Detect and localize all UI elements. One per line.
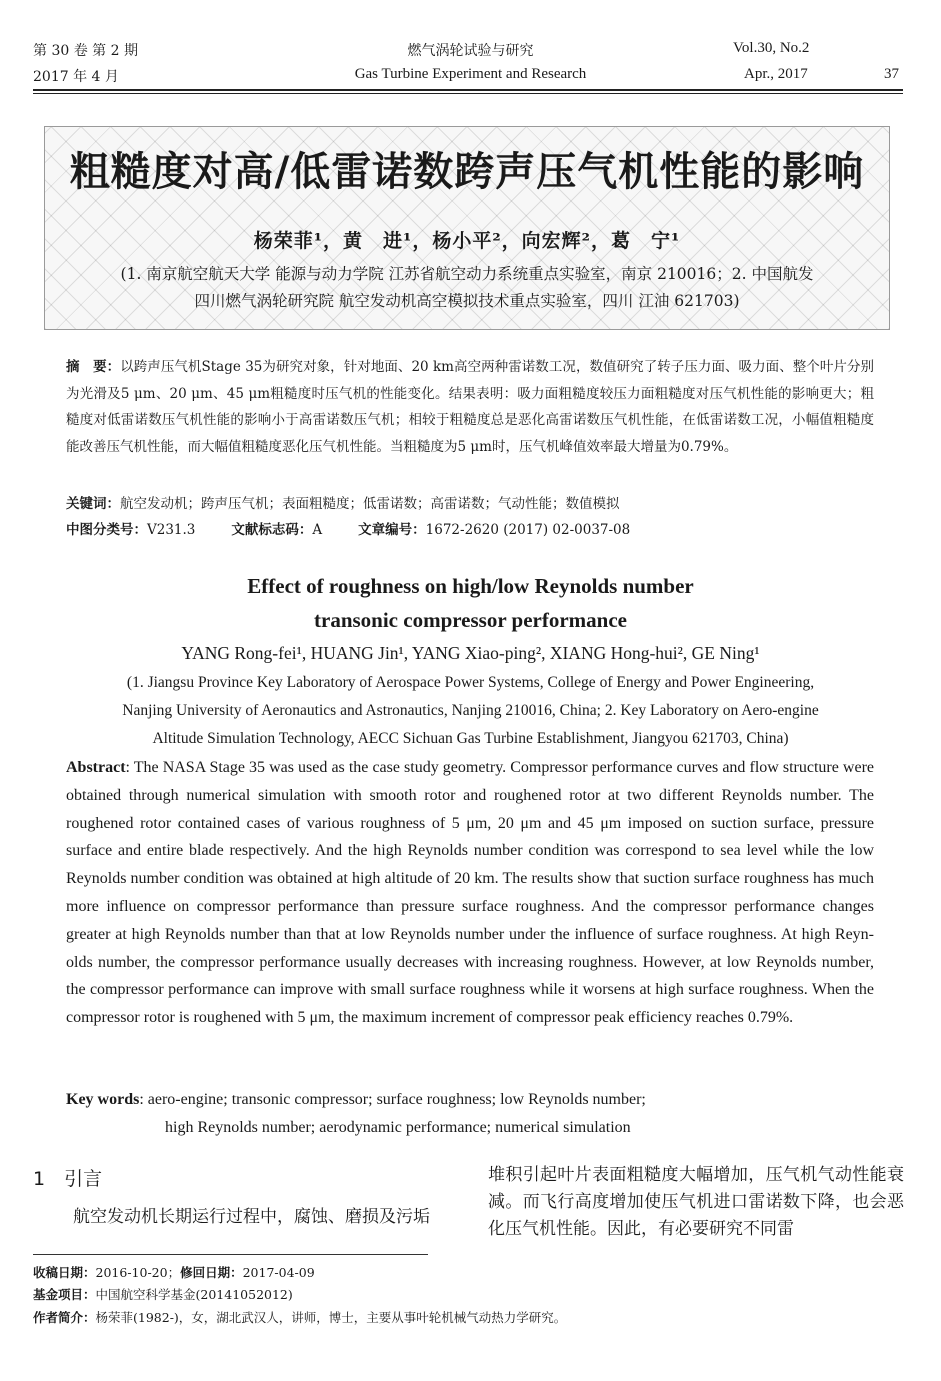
revised-value: 2017-04-09: [242, 1265, 315, 1280]
footnote-fund: [33, 1285, 293, 1303]
abstract-en: [66, 754, 874, 1032]
fund-label: 基金项目：: [33, 1287, 96, 1302]
affiliation-en-line2: Nanjing University of Aeronautics and Astronautics, Nanjing 210016, China; 2. Key Laboratory on Aero-engine: [122, 702, 819, 719]
received-value: 2016-10-20；: [95, 1265, 181, 1280]
keywords-en-text1: : aero-engine; transonic compressor; surface roughness; low Reynolds number;: [139, 1091, 646, 1108]
keywords-cn: [66, 492, 620, 512]
clc-value: V231.3: [147, 522, 196, 538]
keywords-en-line2: high Reynolds number; aerodynamic performance; numerical simulation: [165, 1119, 631, 1136]
header-rule-thin: [33, 93, 903, 94]
abstract-cn-text: 以跨声压气机Stage 35为研究对象，针对地面、20 km高空两种雷诺数工况，数值研究了转子压力面、吸力面、整个叶片分别为光滑及5 μm、20 μm、45 μm粗糙度时压气机的性能变化。结果表明：吸力面粗糙度较压力面粗糙度对压气机性能的影响更大；粗糙度对低雷诺数压气机性能的影响小于高雷诺数压气机；相较于粗糙度总是恶化高雷诺数压气机性能，在低雷诺数工况，小幅值粗糙度能改善压气机性能，而大幅值粗糙度恶化压气机性能。当粗糙度为5 μm时，压气机峰值效率最大增量为0.79%。: [66, 359, 874, 455]
page-number: 37: [884, 66, 899, 82]
journal-name-en: Gas Turbine Experiment and Research: [354, 66, 587, 82]
classification-line: [66, 518, 630, 538]
header-rule-thick: [33, 89, 903, 91]
journal-name-cn: 燃气涡轮试验与研究: [407, 43, 534, 59]
header-volume: Vol.30, No.2: [733, 40, 810, 56]
keywords-cn-label: 关键词：: [66, 496, 120, 512]
paper-title-en-line2: transonic compressor performance: [314, 608, 627, 632]
body-right-column: 堆积引起叶片表面粗糙度大幅增加，压气机气动性能衰减。而飞行高度增加使压气机进口雷诺数下降，也会恶化压气机性能。因此，有必要研究不同雷: [488, 1165, 904, 1239]
affiliation-en-line3: Altitude Simulation Technology, AECC Sichuan Gas Turbine Establishment, Jiangyou 621703, China): [152, 730, 789, 747]
doc-code-label: 文献标志码：: [231, 522, 313, 538]
keywords-en-line1: [66, 1091, 646, 1109]
article-no-label: 文章编号：: [358, 522, 426, 538]
footnote-dates: [33, 1263, 315, 1281]
abstract-en-label: Abstract: [66, 759, 126, 776]
revised-label: 修回日期：: [180, 1265, 243, 1280]
paper-title-en-line1: Effect of roughness on high/low Reynolds number: [247, 574, 694, 598]
article-no-value: 1672-2620 (2017) 02-0037-08: [425, 522, 631, 538]
author-bio-value: 杨荣菲(1982-)，女，湖北武汉人，讲师，博士，主要从事叶轮机械气动热力学研究。: [95, 1310, 567, 1325]
authors-cn: 杨荣菲¹，黄 进¹，杨小平²，向宏辉²，葛 宁¹: [253, 230, 681, 252]
keywords-cn-text: 航空发动机；跨声压气机；表面粗糙度；低雷诺数；高雷诺数；气动性能；数值模拟: [120, 496, 620, 512]
abstract-cn-label: 摘 要：: [66, 359, 121, 375]
received-label: 收稿日期：: [33, 1265, 96, 1280]
header-date: 2017 年 4 月: [33, 69, 119, 85]
footnote-author: [33, 1308, 566, 1326]
keywords-en-label: Key words: [66, 1091, 140, 1108]
footnote-rule: [33, 1254, 428, 1255]
clc-label: 中图分类号：: [66, 522, 147, 538]
authors-en: YANG Rong-fei¹, HUANG Jin¹, YANG Xiao-ping², XIANG Hong-hui², GE Ning¹: [181, 643, 760, 663]
header-issue: 第 30 卷 第 2 期: [33, 43, 138, 59]
section-title-intro: 1 引言: [33, 1168, 103, 1190]
abstract-en-text: : The NASA Stage 35 was used as the case study geometry. Compressor performance curves and flow structure were obtained through numerical simulation with smooth rotor and roughened rotor at two different Reynolds number. The roughened rotor contained cases of various roughness of 5 μm, 20 μm and 45 μm imposed on suction surface, pressure surface and entire blade respectively. And the high Reynolds number condition was correspond to sea level while the low Reynolds number condition was obtained at high altitude of 20 km. The results show that suction surface roughness has much more influence on compressor performance than pressure surface roughness. And the compressor performance changes greater at high Reynolds number than that at low Reynolds number under the influence of surface roughness. At high Reynolds number, the compressor performance usually decreases with increasing roughness. However, at low Reynolds number, the compressor performance can improve with small surface roughness while it worsens at high surface roughness. When the compressor rotor is roughened with 5 μm, the maximum increment of compressor peak efficiency reaches 0.79%.: [66, 759, 874, 1027]
fund-value: 中国航空科学基金(20141052012): [95, 1287, 293, 1302]
author-bio-label: 作者简介：: [33, 1310, 96, 1325]
doc-code-value: A: [312, 522, 323, 538]
affiliation-en-line1: (1. Jiangsu Province Key Laboratory of Aerospace Power Systems, College of Energy and Power Engineering,: [126, 674, 815, 691]
paper-title-cn: 粗糙度对高/低雷诺数跨声压气机性能的影响: [69, 149, 865, 195]
header-date-en: Apr., 2017: [744, 66, 808, 82]
affiliation-cn-line1: (1. 南京航空航天大学 能源与动力学院 江苏省航空动力系统重点实验室，南京 210016；2. 中国航发: [120, 265, 814, 283]
abstract-cn: [66, 354, 874, 460]
body-left-column: 航空发动机长期运行过程中，腐蚀、磨损及污垢: [73, 1207, 430, 1227]
affiliation-cn-line2: 四川燃气涡轮研究院 航空发动机高空模拟技术重点实验室，四川 江油 621703): [194, 292, 740, 310]
